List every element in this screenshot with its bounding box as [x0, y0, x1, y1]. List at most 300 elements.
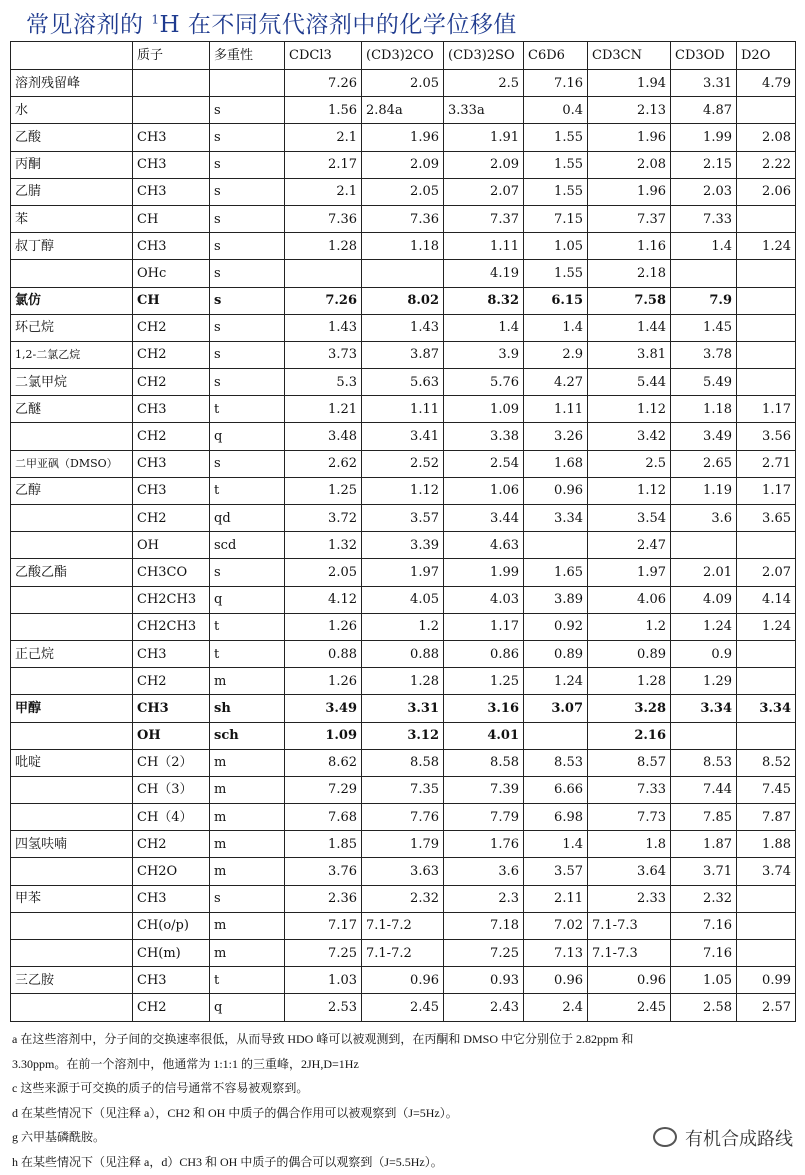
shift-value: 1.2 — [362, 613, 444, 640]
multiplicity: t — [210, 967, 285, 994]
proton — [133, 97, 210, 124]
multiplicity: s — [210, 151, 285, 178]
shift-value: 2.05 — [362, 70, 444, 97]
multiplicity: m — [210, 912, 285, 939]
shift-value: 2.09 — [444, 151, 524, 178]
shift-value: 5.3 — [285, 369, 362, 396]
shift-value: 1.25 — [444, 668, 524, 695]
footnote-a: a 在这些溶剂中，分子间的交换速率很低，从而导致 HDO 峰可以被观测到，在丙酮和 DMSO 中它分别位于 2.82ppm 和 — [12, 1032, 634, 1046]
table-row — [11, 613, 796, 640]
shift-value: 1.03 — [285, 967, 362, 994]
table-row — [11, 532, 796, 559]
shift-value: 3.49 — [285, 695, 362, 722]
shift-value: 1.87 — [671, 831, 737, 858]
shift-value: 2.16 — [588, 722, 671, 749]
shift-value: 3.73 — [285, 341, 362, 368]
shift-value: 7.02 — [524, 912, 588, 939]
multiplicity: s — [210, 205, 285, 232]
shift-value: 1.96 — [362, 124, 444, 151]
shift-value: 8.53 — [524, 749, 588, 776]
shift-value: 8.58 — [362, 749, 444, 776]
shift-value: 1.56 — [285, 97, 362, 124]
shift-value: 1.43 — [285, 314, 362, 341]
proton: CH(o/p) — [133, 912, 210, 939]
shift-value: 2.05 — [285, 559, 362, 586]
shift-value: 2.1 — [285, 124, 362, 151]
table-row — [11, 423, 796, 450]
shift-value — [671, 532, 737, 559]
table-row — [11, 314, 796, 341]
shift-value: 1.18 — [362, 233, 444, 260]
shift-value: 1.76 — [444, 831, 524, 858]
shift-value — [737, 369, 796, 396]
shift-value: 0.96 — [362, 967, 444, 994]
proton: CH2O — [133, 858, 210, 885]
multiplicity: q — [210, 423, 285, 450]
shift-value: 1.18 — [671, 396, 737, 423]
shift-value: 2.08 — [588, 151, 671, 178]
shift-value: 3.81 — [588, 341, 671, 368]
multiplicity: s — [210, 314, 285, 341]
shift-value: 1.55 — [524, 178, 588, 205]
shift-value: 2.08 — [737, 124, 796, 151]
compound-name: 叔丁醇 — [11, 233, 133, 260]
shift-value: 4.12 — [285, 586, 362, 613]
shift-value: 6.66 — [524, 776, 588, 803]
shift-value: 0.96 — [588, 967, 671, 994]
shift-value: 5.44 — [588, 369, 671, 396]
footnote-c: c 这些来源于可交换的质子的信号通常不容易被观察到。 — [12, 1081, 309, 1096]
proton: CH2 — [133, 341, 210, 368]
shift-value — [285, 260, 362, 287]
multiplicity: qd — [210, 505, 285, 532]
shift-value — [737, 640, 796, 667]
shift-value: 7.79 — [444, 804, 524, 831]
shift-value: 3.65 — [737, 505, 796, 532]
shift-value: 1.85 — [285, 831, 362, 858]
table-row — [11, 749, 796, 776]
proton: CH3 — [133, 233, 210, 260]
compound-name — [11, 804, 133, 831]
column-header: (CD3)2SO — [444, 42, 524, 70]
footnote-h: h 在某些情况下（见注释 a，d）CH3 和 OH 中质子的偶合可以观察到（J=5.5Hz）。 — [12, 1154, 443, 1169]
shift-value: 7.1-7.3 — [588, 940, 671, 967]
shift-value: 1.24 — [737, 233, 796, 260]
shift-value: 2.17 — [285, 151, 362, 178]
shift-value: 2.65 — [671, 450, 737, 477]
compound-name: 二氯甲烷 — [11, 369, 133, 396]
compound-name: 丙酮 — [11, 151, 133, 178]
shift-value: 7.26 — [285, 287, 362, 314]
footnote-d: d 在某些情况下（见注释 a），CH2 和 OH 中质子的偶合作用可以被观察到（J=5Hz）。 — [12, 1105, 458, 1120]
compound-name: 乙酸乙酯 — [11, 559, 133, 586]
compound-name: 溶剂残留峰 — [11, 70, 133, 97]
shift-value: 1.96 — [588, 124, 671, 151]
shift-value: 7.16 — [524, 70, 588, 97]
shift-value: 2.03 — [671, 178, 737, 205]
compound-name — [11, 586, 133, 613]
shift-value: 7.35 — [362, 776, 444, 803]
table-row — [11, 369, 796, 396]
shift-value: 1.05 — [524, 233, 588, 260]
multiplicity: m — [210, 804, 285, 831]
shift-value: 1.99 — [671, 124, 737, 151]
shift-value: 0.9 — [671, 640, 737, 667]
proton: CH2 — [133, 668, 210, 695]
multiplicity: q — [210, 586, 285, 613]
shift-value: 1.4 — [524, 831, 588, 858]
shift-value: 1.4 — [444, 314, 524, 341]
table-row — [11, 695, 796, 722]
compound-name: 甲苯 — [11, 885, 133, 912]
proton: CH3 — [133, 640, 210, 667]
shift-value: 1.05 — [671, 967, 737, 994]
shift-value: 1.4 — [524, 314, 588, 341]
proton: CH2 — [133, 994, 210, 1021]
shift-value: 6.15 — [524, 287, 588, 314]
proton — [133, 70, 210, 97]
multiplicity: s — [210, 341, 285, 368]
shift-value: 2.45 — [362, 994, 444, 1021]
compound-name: 二甲亚砜（DMSO） — [11, 450, 133, 477]
multiplicity: sch — [210, 722, 285, 749]
shift-value: 3.31 — [671, 70, 737, 97]
shift-value: 5.49 — [671, 369, 737, 396]
compound-name — [11, 423, 133, 450]
shift-value: 1.44 — [588, 314, 671, 341]
shift-value: 2.84a — [362, 97, 444, 124]
shift-value: 5.76 — [444, 369, 524, 396]
shift-value: 0.96 — [524, 477, 588, 504]
shift-value: 7.25 — [444, 940, 524, 967]
shift-value: 0.92 — [524, 613, 588, 640]
table-row — [11, 233, 796, 260]
shift-value: 3.44 — [444, 505, 524, 532]
shift-value: 2.71 — [737, 450, 796, 477]
shift-value: 0.86 — [444, 640, 524, 667]
shift-value: 2.22 — [737, 151, 796, 178]
shift-value: 7.16 — [671, 940, 737, 967]
shift-value: 4.19 — [444, 260, 524, 287]
multiplicity: t — [210, 640, 285, 667]
compound-name: 乙醇 — [11, 477, 133, 504]
shift-value: 7.68 — [285, 804, 362, 831]
proton: CH3 — [133, 396, 210, 423]
shift-value: 3.31 — [362, 695, 444, 722]
shift-value: 3.16 — [444, 695, 524, 722]
shift-value: 2.5 — [588, 450, 671, 477]
shift-value — [737, 912, 796, 939]
shift-value: 1.32 — [285, 532, 362, 559]
shift-value: 3.42 — [588, 423, 671, 450]
shift-value: 3.89 — [524, 586, 588, 613]
shift-value: 1.12 — [362, 477, 444, 504]
shift-value: 3.48 — [285, 423, 362, 450]
shift-value: 8.52 — [737, 749, 796, 776]
shift-value: 3.34 — [524, 505, 588, 532]
proton: CH（4） — [133, 804, 210, 831]
shift-value: 2.54 — [444, 450, 524, 477]
shift-value: 1.55 — [524, 151, 588, 178]
proton: CH（3） — [133, 776, 210, 803]
multiplicity: s — [210, 178, 285, 205]
shift-value: 7.33 — [588, 776, 671, 803]
proton: CH2 — [133, 314, 210, 341]
compound-name — [11, 940, 133, 967]
compound-name: 水 — [11, 97, 133, 124]
shift-value: 3.49 — [671, 423, 737, 450]
table-row — [11, 124, 796, 151]
column-header: CD3CN — [588, 42, 671, 70]
column-header — [11, 42, 133, 70]
shift-value: 2.53 — [285, 994, 362, 1021]
proton: CH3 — [133, 967, 210, 994]
shift-value — [737, 722, 796, 749]
compound-name: 乙酸 — [11, 124, 133, 151]
shift-value: 7.16 — [671, 912, 737, 939]
shift-value: 7.37 — [444, 205, 524, 232]
shift-value: 2.09 — [362, 151, 444, 178]
shift-value: 0.96 — [524, 967, 588, 994]
table-row — [11, 205, 796, 232]
shift-value — [362, 260, 444, 287]
shift-value: 4.63 — [444, 532, 524, 559]
shift-value — [524, 722, 588, 749]
proton: CH — [133, 287, 210, 314]
table-row — [11, 505, 796, 532]
table-row — [11, 260, 796, 287]
multiplicity: s — [210, 885, 285, 912]
shift-value: 1.45 — [671, 314, 737, 341]
column-header: CD3OD — [671, 42, 737, 70]
shift-value: 1.97 — [362, 559, 444, 586]
shift-value: 0.4 — [524, 97, 588, 124]
shift-value: 7.33 — [671, 205, 737, 232]
shift-value: 3.74 — [737, 858, 796, 885]
shift-value: 3.9 — [444, 341, 524, 368]
compound-name: 四氢呋喃 — [11, 831, 133, 858]
shift-value: 1.91 — [444, 124, 524, 151]
shift-value: 2.58 — [671, 994, 737, 1021]
multiplicity: s — [210, 233, 285, 260]
shift-value: 1.96 — [588, 178, 671, 205]
shift-value: 7.9 — [671, 287, 737, 314]
table-row — [11, 885, 796, 912]
multiplicity: s — [210, 450, 285, 477]
column-header: 质子 — [133, 42, 210, 70]
table-row — [11, 151, 796, 178]
proton: CH3CO — [133, 559, 210, 586]
shift-value: 1.43 — [362, 314, 444, 341]
shift-value: 3.87 — [362, 341, 444, 368]
multiplicity: s — [210, 97, 285, 124]
multiplicity: m — [210, 940, 285, 967]
shift-value: 4.14 — [737, 586, 796, 613]
compound-name — [11, 532, 133, 559]
shift-value: 4.09 — [671, 586, 737, 613]
shift-value: 1.21 — [285, 396, 362, 423]
shift-value: 3.54 — [588, 505, 671, 532]
shift-value: 1.12 — [588, 477, 671, 504]
shift-value: 3.76 — [285, 858, 362, 885]
shift-value: 2.33 — [588, 885, 671, 912]
watermark: 有机合成路线 — [653, 1125, 793, 1151]
footnotes — [12, 1027, 797, 1175]
shift-value: 1.09 — [444, 396, 524, 423]
compound-name: 乙醚 — [11, 396, 133, 423]
proton: CH3 — [133, 885, 210, 912]
shift-value: 1.4 — [671, 233, 737, 260]
proton: CH3 — [133, 695, 210, 722]
shift-value: 1.11 — [444, 233, 524, 260]
shift-value — [737, 885, 796, 912]
shift-value: 1.19 — [671, 477, 737, 504]
shift-value: 7.36 — [285, 205, 362, 232]
compound-name: 乙腈 — [11, 178, 133, 205]
proton: CH2 — [133, 369, 210, 396]
shift-value — [524, 532, 588, 559]
shift-value: 1.12 — [588, 396, 671, 423]
shift-value: 1.16 — [588, 233, 671, 260]
shift-value — [671, 260, 737, 287]
shift-value: 6.98 — [524, 804, 588, 831]
proton: OH — [133, 532, 210, 559]
proton: OH — [133, 722, 210, 749]
multiplicity: sh — [210, 695, 285, 722]
proton: CH2 — [133, 831, 210, 858]
shift-value: 1.11 — [362, 396, 444, 423]
shift-value: 2.32 — [362, 885, 444, 912]
table-row — [11, 586, 796, 613]
shift-value: 2.06 — [737, 178, 796, 205]
shift-value: 1.17 — [444, 613, 524, 640]
shift-value: 2.11 — [524, 885, 588, 912]
footnote-g: g 六甲基磷酰胺。 — [12, 1130, 106, 1145]
shift-value: 1.2 — [588, 613, 671, 640]
table-row — [11, 668, 796, 695]
table-row — [11, 396, 796, 423]
table-row — [11, 97, 796, 124]
multiplicity: s — [210, 260, 285, 287]
multiplicity: s — [210, 287, 285, 314]
shift-value: 0.89 — [524, 640, 588, 667]
footnote-a-cont: 3.30ppm。在前一个溶剂中，他通常为 1:1:1 的三重峰，2JH,D=1Hz — [12, 1056, 359, 1071]
shift-value: 7.39 — [444, 776, 524, 803]
shift-value: 2.36 — [285, 885, 362, 912]
shift-value: 8.02 — [362, 287, 444, 314]
shift-value: 4.87 — [671, 97, 737, 124]
compound-name: 氯仿 — [11, 287, 133, 314]
multiplicity: t — [210, 477, 285, 504]
wechat-icon — [653, 1127, 677, 1147]
multiplicity: t — [210, 396, 285, 423]
shift-value: 3.34 — [737, 695, 796, 722]
shift-value: 2.62 — [285, 450, 362, 477]
column-header: D2O — [737, 42, 796, 70]
multiplicity — [210, 70, 285, 97]
table-row — [11, 450, 796, 477]
shift-value: 3.64 — [588, 858, 671, 885]
shift-value: 7.76 — [362, 804, 444, 831]
shift-value: 2.13 — [588, 97, 671, 124]
shift-value: 2.4 — [524, 994, 588, 1021]
proton: CH3 — [133, 477, 210, 504]
shift-value: 4.01 — [444, 722, 524, 749]
shift-value: 2.45 — [588, 994, 671, 1021]
shift-value: 3.72 — [285, 505, 362, 532]
shift-value: 1.29 — [671, 668, 737, 695]
shift-value: 2.47 — [588, 532, 671, 559]
shift-value: 8.53 — [671, 749, 737, 776]
shift-value: 2.05 — [362, 178, 444, 205]
table-row — [11, 287, 796, 314]
table-row — [11, 178, 796, 205]
multiplicity: m — [210, 858, 285, 885]
shift-value: 4.27 — [524, 369, 588, 396]
shift-value — [671, 722, 737, 749]
shift-value — [737, 260, 796, 287]
compound-name: 苯 — [11, 205, 133, 232]
column-header: C6D6 — [524, 42, 588, 70]
compound-name — [11, 613, 133, 640]
multiplicity: q — [210, 994, 285, 1021]
shift-value: 7.73 — [588, 804, 671, 831]
shift-value: 3.71 — [671, 858, 737, 885]
table-row — [11, 994, 796, 1021]
compound-name — [11, 260, 133, 287]
proton: CH(m) — [133, 940, 210, 967]
shift-value: 7.58 — [588, 287, 671, 314]
shift-value: 3.6 — [444, 858, 524, 885]
shift-value — [737, 287, 796, 314]
shift-value: 3.39 — [362, 532, 444, 559]
shift-value: 1.28 — [362, 668, 444, 695]
multiplicity: t — [210, 613, 285, 640]
shift-value: 2.18 — [588, 260, 671, 287]
shift-value: 7.36 — [362, 205, 444, 232]
shift-value: 1.24 — [671, 613, 737, 640]
shift-value: 7.18 — [444, 912, 524, 939]
shift-value: 7.17 — [285, 912, 362, 939]
multiplicity: m — [210, 831, 285, 858]
shift-value: 7.1-7.2 — [362, 912, 444, 939]
shift-value: 1.8 — [588, 831, 671, 858]
shift-value: 4.05 — [362, 586, 444, 613]
shift-value: 5.63 — [362, 369, 444, 396]
table-row — [11, 967, 796, 994]
shift-value: 2.07 — [444, 178, 524, 205]
shift-value — [737, 97, 796, 124]
shift-value: 0.93 — [444, 967, 524, 994]
shift-value — [737, 341, 796, 368]
shift-value: 1.65 — [524, 559, 588, 586]
proton: CH2 — [133, 505, 210, 532]
shift-value: 1.24 — [524, 668, 588, 695]
compound-name — [11, 776, 133, 803]
shift-value — [737, 668, 796, 695]
proton: CH2CH3 — [133, 586, 210, 613]
proton: CH3 — [133, 151, 210, 178]
shift-value: 2.01 — [671, 559, 737, 586]
shift-value: 1.17 — [737, 477, 796, 504]
shift-value: 0.88 — [285, 640, 362, 667]
compound-name: 三乙胺 — [11, 967, 133, 994]
multiplicity: s — [210, 124, 285, 151]
shift-value: 4.79 — [737, 70, 796, 97]
proton: CH — [133, 205, 210, 232]
compound-name: 正己烷 — [11, 640, 133, 667]
proton: CH2 — [133, 423, 210, 450]
